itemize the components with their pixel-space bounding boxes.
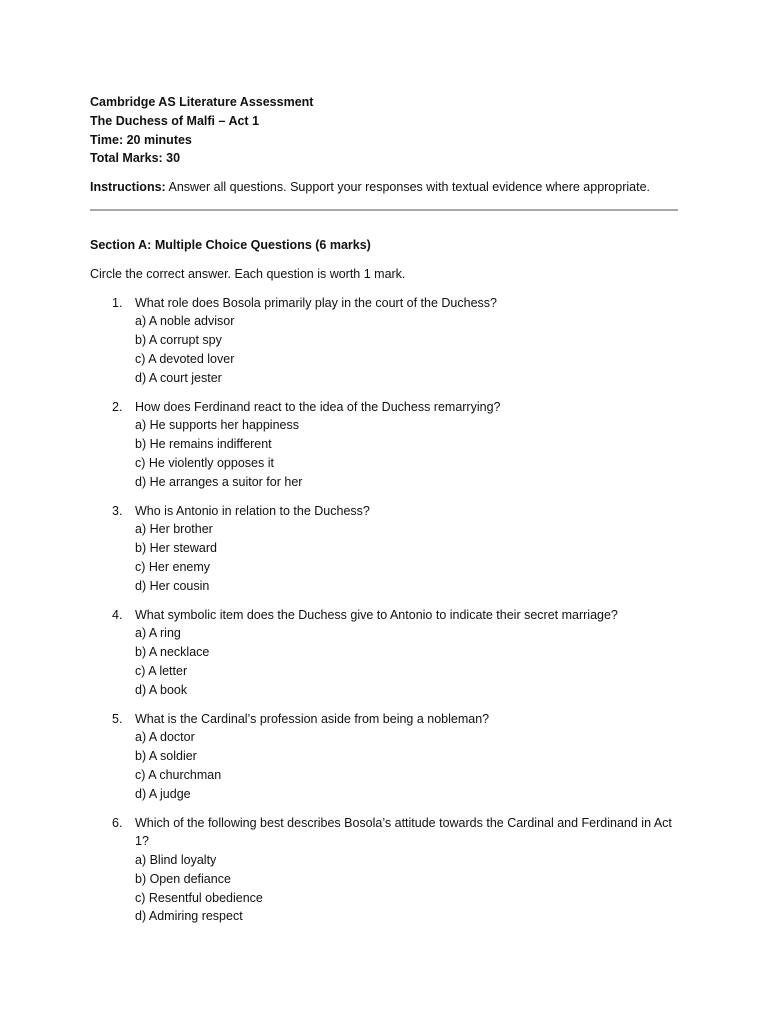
answer-option: d) Her cousin [135, 578, 210, 593]
answer-option: d) A judge [135, 786, 191, 801]
instructions [90, 178, 680, 197]
answer-option: c) A devoted lover [135, 351, 235, 366]
instructions-text: Answer all questions. Support your responses with textual evidence where appropriate. [165, 180, 651, 195]
answer-option: b) He remains indifferent [135, 437, 272, 452]
document-page [90, 93, 680, 936]
answer-option: c) A letter [135, 663, 188, 678]
document-subtitle: The Duchess of Malfi – Act 1 [90, 113, 260, 128]
question-number: 6. [112, 815, 123, 830]
question-text: What is the Cardinal’s profession aside from being a nobleman? [135, 711, 490, 726]
total-marks: Total Marks: 30 [90, 151, 181, 166]
question-text: What role does Bosola primarily play in the court of the Duchess? [135, 295, 497, 310]
answer-option: a) Blind loyalty [135, 853, 217, 868]
answer-option: b) A soldier [135, 749, 197, 764]
answer-option: c) Her enemy [135, 559, 211, 574]
question-item [90, 606, 680, 700]
section-a-instructions: Circle the correct answer. Each question is worth 1 mark. [90, 266, 406, 281]
answer-option: a) A noble advisor [135, 314, 235, 329]
question-number: 3. [112, 503, 123, 518]
question-item [90, 398, 680, 492]
answer-option: d) A court jester [135, 370, 222, 385]
question-text: How does Ferdinand react to the idea of the Duchess remarrying? [135, 399, 501, 414]
horizontal-rule [90, 209, 678, 211]
question-text: Which of the following best describes Bosola’s attitude towards the Cardinal and Ferdinand in Act 1? [135, 815, 672, 849]
answer-option: d) A book [135, 682, 188, 697]
answer-option: b) Her steward [135, 541, 217, 556]
question-number: 4. [112, 607, 123, 622]
answer-option: b) Open defiance [135, 871, 231, 886]
answer-option: b) A necklace [135, 645, 210, 660]
answer-option: d) He arranges a suitor for her [135, 474, 303, 489]
question-number: 1. [112, 295, 123, 310]
section-a-title: Section A: Multiple Choice Questions (6 marks) [90, 237, 371, 252]
answer-option: c) He violently opposes it [135, 455, 274, 470]
question-number: 5. [112, 711, 123, 726]
answer-option: a) He supports her happiness [135, 418, 299, 433]
answer-option: c) A churchman [135, 767, 222, 782]
question-item [90, 814, 680, 927]
question-item [90, 710, 680, 804]
answer-option: b) A corrupt spy [135, 333, 222, 348]
question-text: Who is Antonio in relation to the Duchess? [135, 503, 370, 518]
instructions-label: Instructions: [90, 180, 166, 195]
question-text: What symbolic item does the Duchess give to Antonio to indicate their secret marriage? [135, 607, 618, 622]
answer-option: a) Her brother [135, 522, 213, 537]
question-item [90, 294, 680, 388]
time-allowed: Time: 20 minutes [90, 132, 192, 147]
question-number: 2. [112, 399, 123, 414]
question-item [90, 502, 680, 596]
answer-option: a) A doctor [135, 730, 195, 745]
answer-option: d) Admiring respect [135, 909, 243, 924]
answer-option: c) Resentful obedience [135, 890, 263, 905]
question-list [90, 294, 680, 927]
document-title: Cambridge AS Literature Assessment [90, 95, 314, 109]
answer-option: a) A ring [135, 626, 181, 641]
